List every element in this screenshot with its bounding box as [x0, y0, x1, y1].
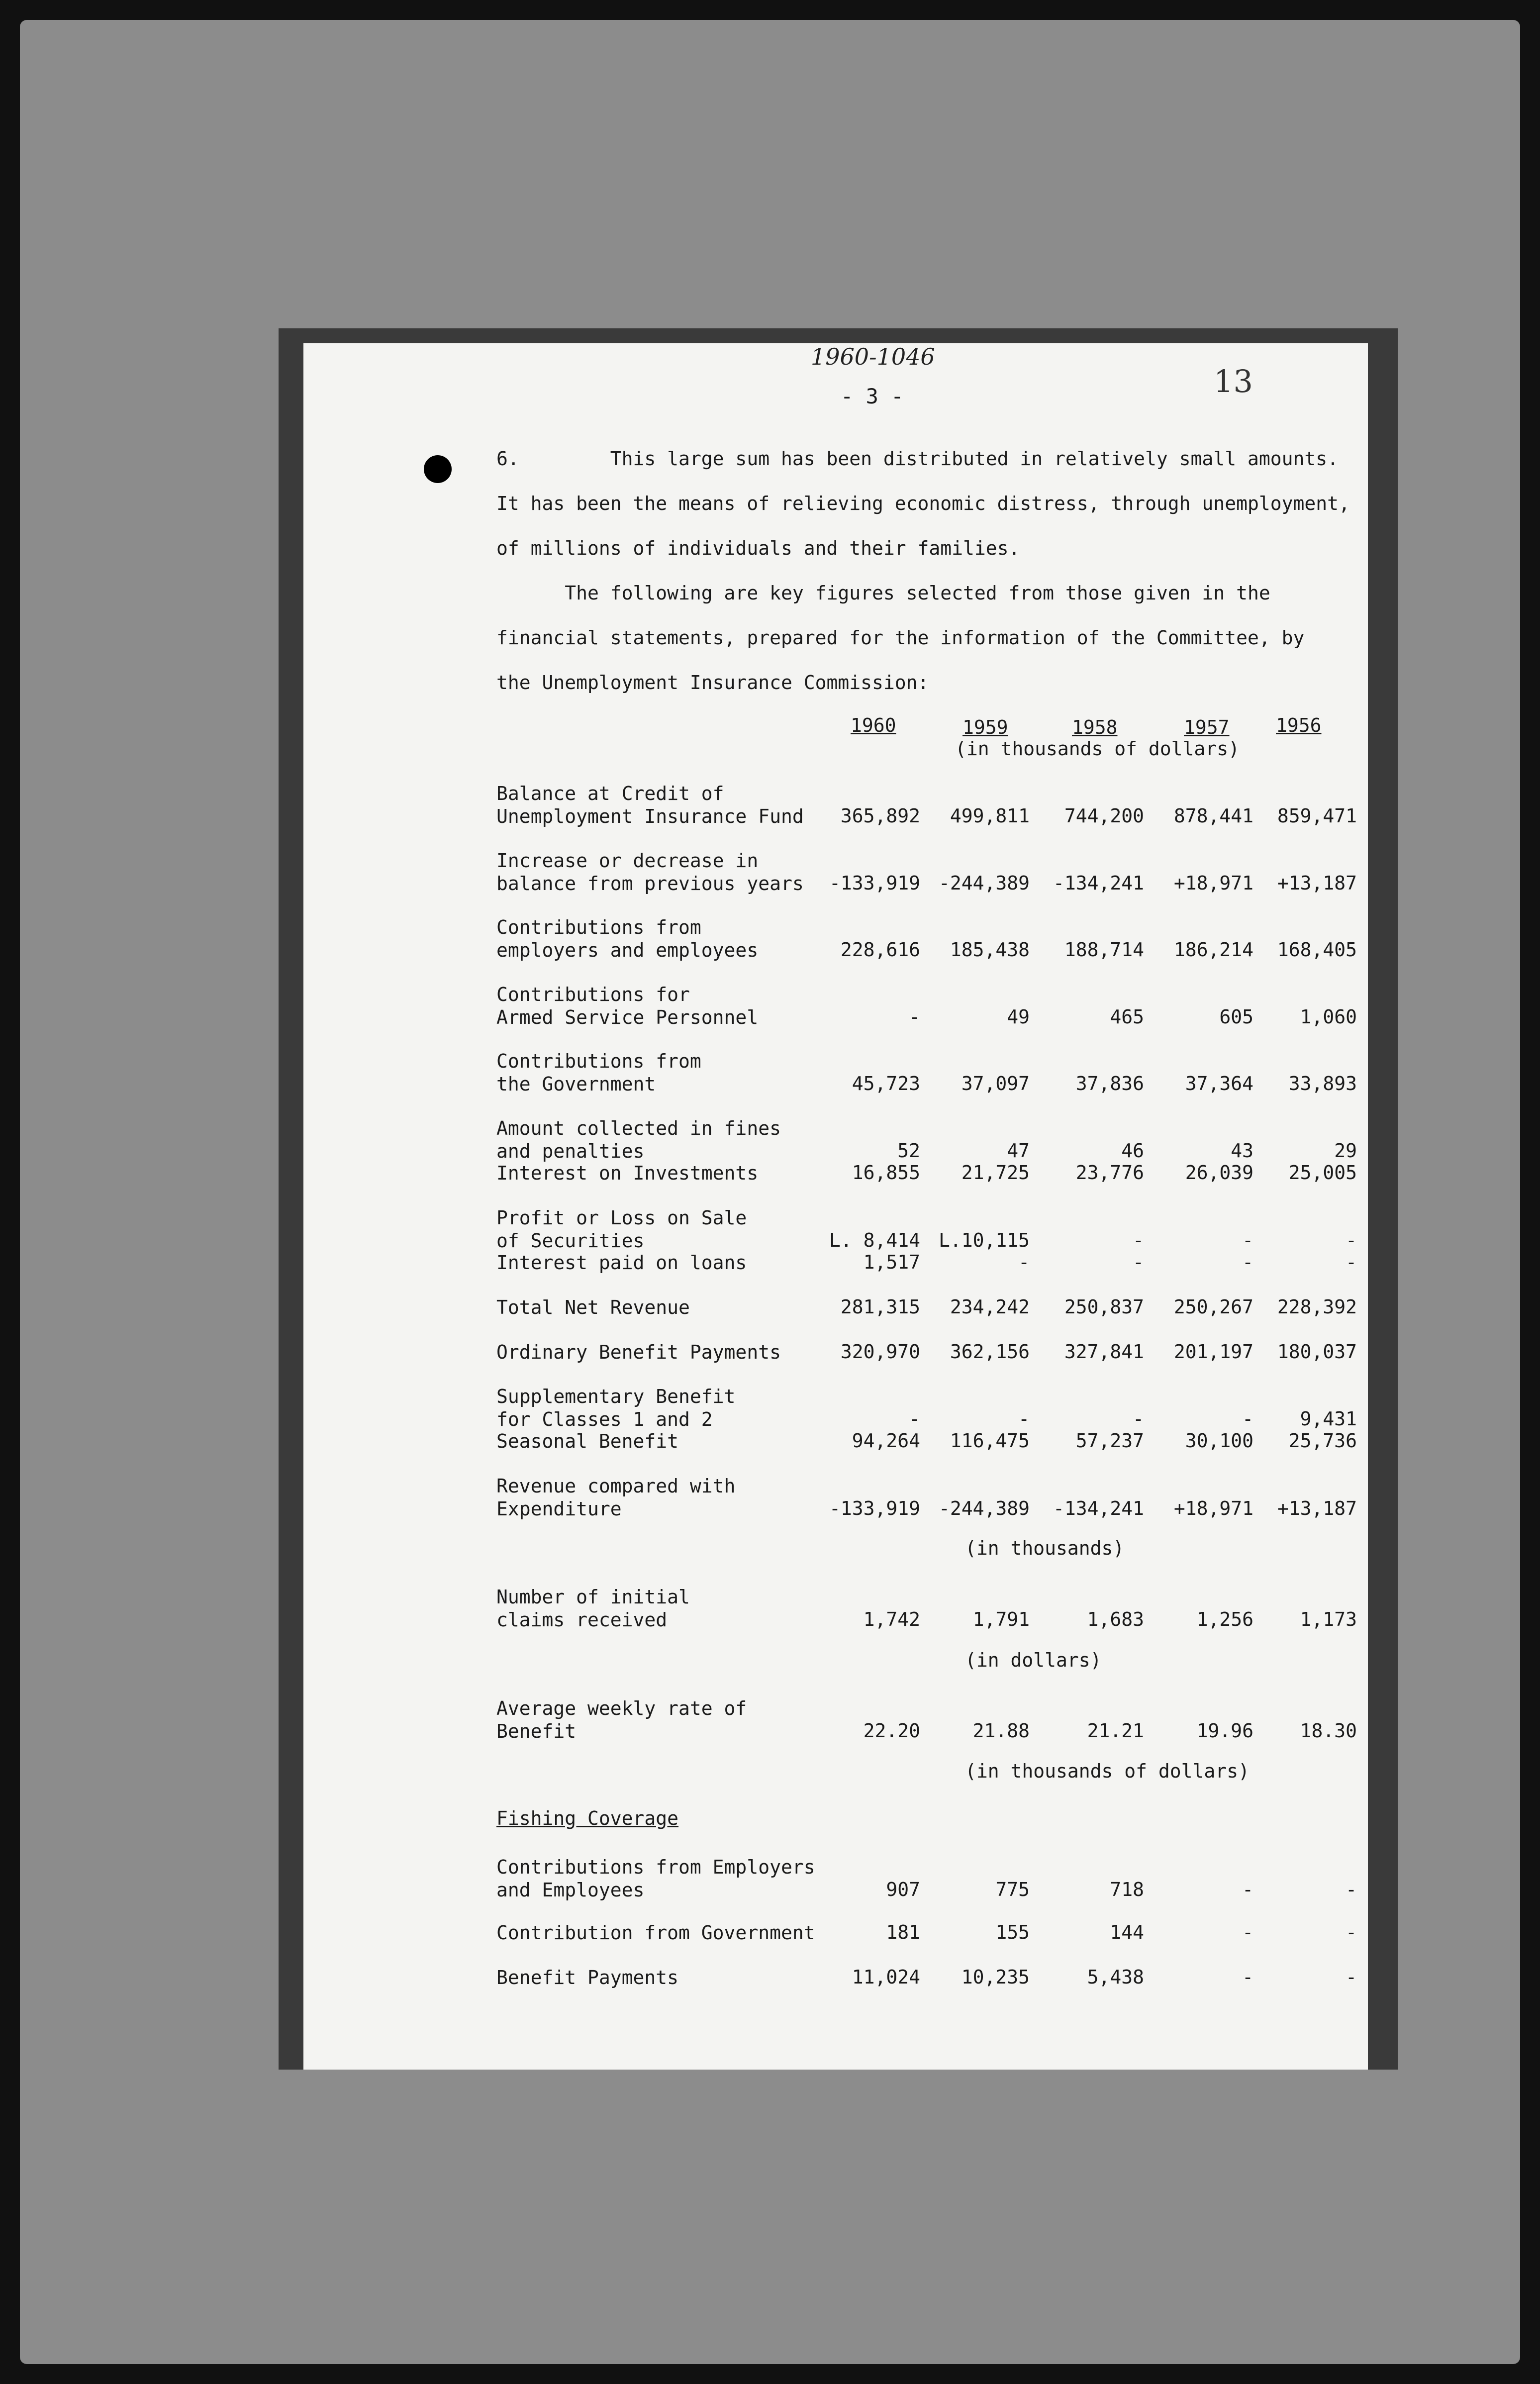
row-value: 1,742 — [863, 1608, 920, 1630]
row-label: for Classes 1 and 2 — [496, 1408, 713, 1430]
row-value: 186,214 — [1173, 939, 1253, 961]
row-value: 45,723 — [852, 1073, 920, 1094]
row-value: 37,364 — [1185, 1073, 1253, 1094]
row-value: 362,156 — [950, 1341, 1030, 1363]
row-value: 250,267 — [1173, 1296, 1253, 1318]
year-header: 1960 — [851, 714, 896, 736]
row-value: 185,438 — [950, 939, 1030, 961]
row-value: 26,039 — [1185, 1162, 1253, 1184]
paragraph-line: The following are key figures selected from those given in the — [496, 582, 1270, 604]
row-value: 859,471 — [1277, 805, 1357, 827]
row-value: 188,714 — [1064, 939, 1144, 961]
row-label: of Securities — [496, 1230, 645, 1252]
row-value: 228,616 — [840, 939, 920, 961]
row-value: 33,893 — [1288, 1073, 1357, 1094]
row-value: - — [1242, 1921, 1253, 1943]
row-label: Revenue compared with — [496, 1475, 736, 1497]
row-value: 21.88 — [972, 1720, 1030, 1742]
row-value: 365,892 — [840, 805, 920, 827]
paragraph-line: financial statements, prepared for the information of the Committee, by — [496, 627, 1305, 649]
row-value: - — [1242, 1408, 1253, 1430]
paragraph-line: of millions of individuals and their families. — [496, 537, 1020, 559]
row-value: - — [1242, 1879, 1253, 1900]
section-heading: Fishing Coverage — [496, 1807, 679, 1829]
year-header: 1957 — [1184, 716, 1230, 738]
row-value: 43 — [1231, 1140, 1253, 1162]
row-value: 52 — [897, 1140, 920, 1162]
row-label: and penalties — [496, 1140, 645, 1162]
row-label: Number of initial — [496, 1586, 690, 1608]
row-value: 465 — [1110, 1006, 1144, 1028]
row-value: 18.30 — [1300, 1720, 1357, 1742]
row-value: -244,389 — [938, 872, 1030, 894]
row-value: 250,837 — [1064, 1296, 1144, 1318]
row-value: 94,264 — [852, 1430, 920, 1452]
row-value: 37,836 — [1075, 1073, 1144, 1094]
row-value: 16,855 — [852, 1162, 920, 1184]
row-label: Contributions for — [496, 984, 690, 1005]
row-value: -133,919 — [829, 872, 920, 894]
row-value: 37,097 — [961, 1073, 1030, 1094]
paragraph-line: It has been the means of relieving economic distress, through unemployment, — [496, 493, 1350, 514]
row-value: 1,256 — [1196, 1608, 1253, 1630]
row-value: - — [909, 1408, 920, 1430]
row-label: Profit or Loss on Sale — [496, 1207, 747, 1229]
row-value: - — [1346, 1229, 1357, 1251]
row-value: 320,970 — [840, 1341, 920, 1363]
row-value: - — [1133, 1251, 1144, 1273]
row-value: L. 8,414 — [829, 1229, 920, 1251]
row-label: Benefit Payments — [496, 1967, 679, 1988]
document-page — [303, 343, 1368, 2070]
row-value: - — [1242, 1229, 1253, 1251]
row-value: 605 — [1219, 1006, 1253, 1028]
row-value: 9,431 — [1300, 1408, 1357, 1430]
row-label: Balance at Credit of — [496, 783, 724, 804]
row-label: Average weekly rate of — [496, 1697, 747, 1719]
row-value: 46 — [1121, 1140, 1144, 1162]
row-value: 1,517 — [863, 1251, 920, 1273]
row-label: and Employees — [496, 1879, 645, 1901]
row-value: +13,187 — [1277, 1497, 1357, 1519]
stamp-number: 13 — [1214, 363, 1253, 399]
row-value: 1,173 — [1300, 1608, 1357, 1630]
row-label: Ordinary Benefit Payments — [496, 1341, 781, 1363]
row-value: 25,736 — [1288, 1430, 1357, 1452]
row-value: - — [1242, 1966, 1253, 1988]
row-value: 499,811 — [950, 805, 1030, 827]
row-value: 21.21 — [1087, 1720, 1144, 1742]
row-value: 57,237 — [1075, 1430, 1144, 1452]
row-value: +18,971 — [1173, 872, 1253, 894]
row-value: +18,971 — [1173, 1497, 1253, 1519]
row-value: 1,060 — [1300, 1006, 1357, 1028]
row-value: 11,024 — [852, 1966, 920, 1988]
row-value: 180,037 — [1277, 1341, 1357, 1363]
row-value: 49 — [1007, 1006, 1030, 1028]
row-label: Amount collected in fines — [496, 1117, 781, 1139]
row-value: 1,791 — [972, 1608, 1030, 1630]
row-label: the Government — [496, 1073, 656, 1095]
row-label: Unemployment Insurance Fund — [496, 805, 804, 827]
row-value: 5,438 — [1087, 1966, 1144, 1988]
row-label: Interest paid on loans — [496, 1252, 747, 1274]
row-value: 47 — [1007, 1140, 1030, 1162]
row-value: 201,197 — [1173, 1341, 1253, 1363]
row-label: Armed Service Personnel — [496, 1006, 759, 1028]
row-value: 228,392 — [1277, 1296, 1357, 1318]
row-value: 21,725 — [961, 1162, 1030, 1184]
row-value: 168,405 — [1277, 939, 1357, 961]
row-value: - — [909, 1006, 920, 1028]
row-value: 327,841 — [1064, 1341, 1144, 1363]
row-value: -133,919 — [829, 1497, 920, 1519]
row-label: Interest on Investments — [496, 1162, 759, 1184]
row-label: Contribution from Government — [496, 1922, 815, 1944]
paragraph-line: 6. This large sum has been distributed in relatively small amounts. — [496, 448, 1339, 470]
units-note: (in thousands of dollars) — [955, 738, 1240, 760]
row-value: - — [1346, 1966, 1357, 1988]
row-value: - — [1242, 1251, 1253, 1273]
row-value: 775 — [995, 1879, 1030, 1900]
row-value: - — [1133, 1408, 1144, 1430]
row-value: - — [1346, 1251, 1357, 1273]
row-value: - — [1133, 1229, 1144, 1251]
row-value: +13,187 — [1277, 872, 1357, 894]
row-value: 23,776 — [1075, 1162, 1144, 1184]
paragraph-line: the Unemployment Insurance Commission: — [496, 672, 929, 694]
row-value: 281,315 — [840, 1296, 920, 1318]
row-label: Contributions from Employers — [496, 1856, 815, 1878]
row-value: 30,100 — [1185, 1430, 1253, 1452]
row-value: 155 — [995, 1921, 1030, 1943]
row-label: employers and employees — [496, 939, 759, 961]
row-value: - — [1018, 1251, 1030, 1273]
row-value: -244,389 — [938, 1497, 1030, 1519]
row-value: 25,005 — [1288, 1162, 1357, 1184]
row-value: 10,235 — [961, 1966, 1030, 1988]
row-label: Contributions from — [496, 1050, 701, 1072]
row-label: Increase or decrease in — [496, 850, 759, 872]
row-value: 144 — [1110, 1921, 1144, 1943]
row-value: 878,441 — [1173, 805, 1253, 827]
row-value: 19.96 — [1196, 1720, 1253, 1742]
units-note: (in dollars) — [965, 1649, 1102, 1671]
row-value: 181 — [886, 1921, 920, 1943]
handwritten-note: 1960-1046 — [811, 343, 935, 370]
row-label: Benefit — [496, 1720, 577, 1742]
row-label: Total Net Revenue — [496, 1296, 690, 1318]
units-note: (in thousands of dollars) — [965, 1760, 1250, 1782]
page-number: - 3 - — [841, 384, 904, 408]
row-label: claims received — [496, 1609, 668, 1631]
year-header: 1958 — [1072, 716, 1118, 738]
row-value: -134,241 — [1053, 1497, 1144, 1519]
row-value: - — [1346, 1921, 1357, 1943]
row-label: Seasonal Benefit — [496, 1430, 679, 1452]
units-note: (in thousands) — [965, 1537, 1125, 1559]
row-value: 907 — [886, 1879, 920, 1900]
row-value: -134,241 — [1053, 872, 1144, 894]
year-header: 1959 — [962, 716, 1008, 738]
row-value: 116,475 — [950, 1430, 1030, 1452]
row-value: 1,683 — [1087, 1608, 1144, 1630]
row-value: 29 — [1334, 1140, 1357, 1162]
row-value: 234,242 — [950, 1296, 1030, 1318]
row-label: Expenditure — [496, 1498, 622, 1520]
row-label: Supplementary Benefit — [496, 1386, 736, 1407]
row-value: - — [1018, 1408, 1030, 1430]
punch-hole — [424, 455, 452, 483]
row-value: 744,200 — [1064, 805, 1144, 827]
row-label: Contributions from — [496, 916, 701, 938]
row-label: balance from previous years — [496, 873, 804, 894]
row-value: - — [1346, 1879, 1357, 1900]
row-value: 718 — [1110, 1879, 1144, 1900]
row-value: 22.20 — [863, 1720, 920, 1742]
row-value: L.10,115 — [938, 1229, 1030, 1251]
year-header: 1956 — [1276, 714, 1322, 736]
